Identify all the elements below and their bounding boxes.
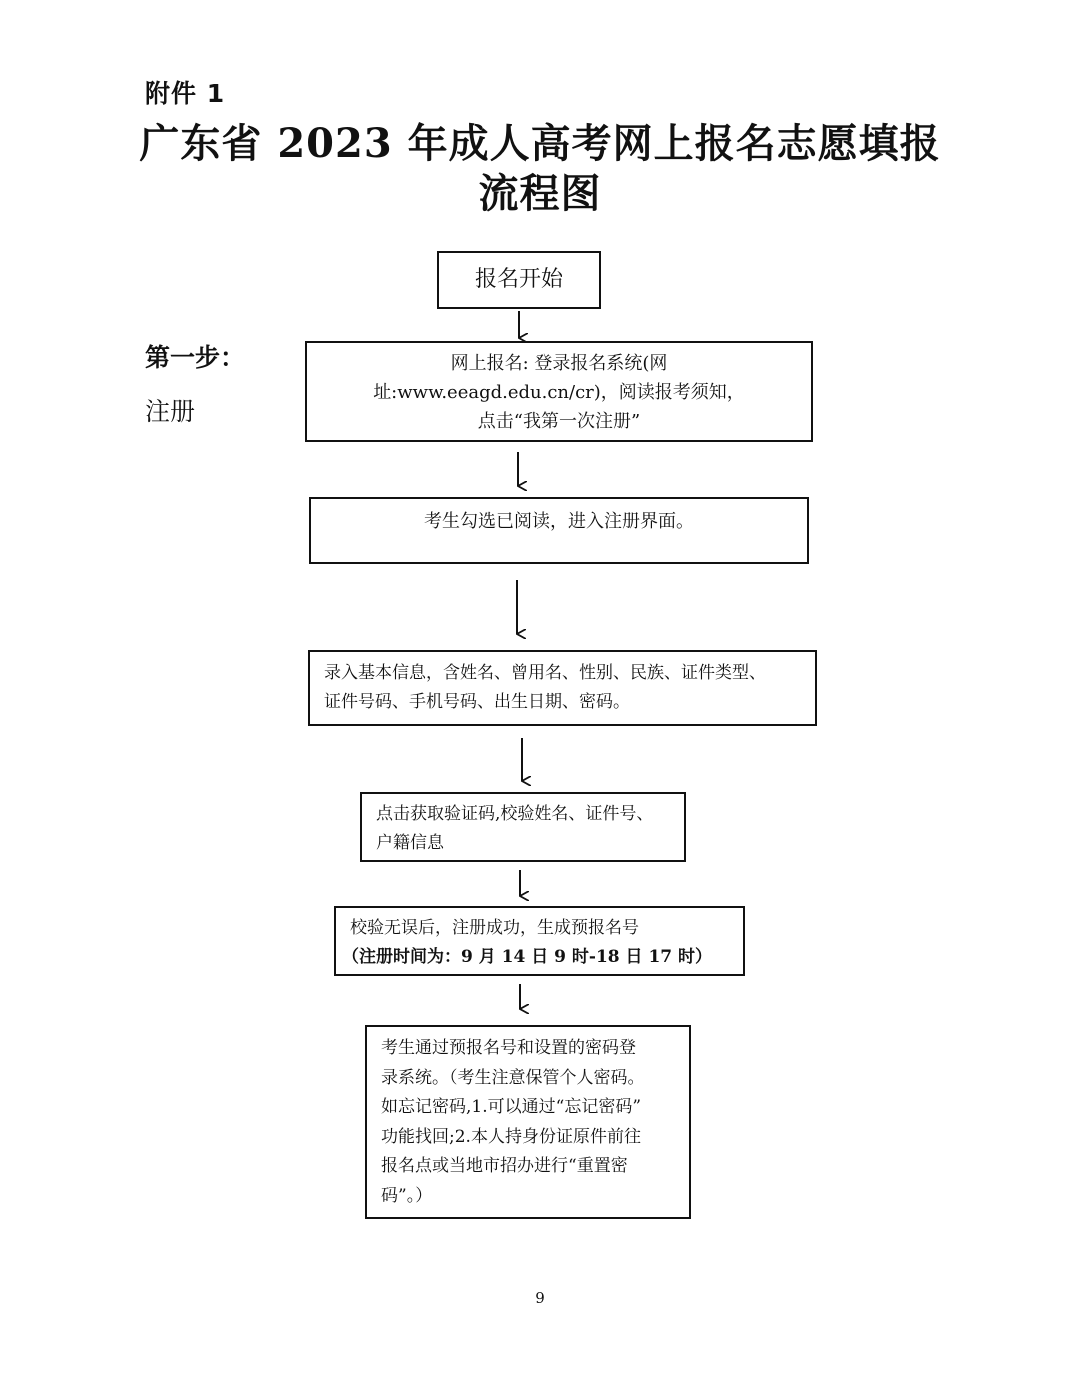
page-number: 9 bbox=[535, 1289, 545, 1307]
flow-start-text: 报名开始 bbox=[474, 267, 563, 292]
step-label: 第一步： bbox=[145, 343, 246, 372]
flow-box-login bbox=[365, 1025, 691, 1219]
box6-line4: 功能找回;2.本人持身份证原件前往 bbox=[381, 1126, 641, 1147]
flow-box-verification bbox=[360, 792, 686, 862]
box5-line2-registration-time: （注册时间为：9 月 14 日 9 时-18 日 17 时） bbox=[342, 947, 713, 967]
step-name: 注册 bbox=[145, 397, 196, 426]
box4-line2: 户籍信息 bbox=[376, 833, 444, 853]
box3-line2: 证件号码、手机号码、出生日期、密码。 bbox=[324, 692, 630, 712]
attachment-label: 附件 1 bbox=[145, 79, 226, 108]
box3-line1: 录入基本信息，含姓名、曾用名、性别、民族、证件类型、 bbox=[324, 663, 766, 683]
flow-box-agree-terms bbox=[309, 497, 809, 564]
box6-line3: 如忘记密码,1.可以通过“忘记密码” bbox=[381, 1097, 642, 1117]
flow-box-basic-info bbox=[308, 650, 817, 726]
box5-line1: 校验无误后，注册成功，生成预报名号 bbox=[350, 918, 639, 938]
box2-line1: 考生勾选已阅读，进入注册界面。 bbox=[424, 511, 694, 532]
box6-line1: 考生通过预报名号和设置的密码登 bbox=[381, 1038, 636, 1058]
flow-box-online-registration bbox=[305, 341, 813, 442]
page-title-line-2: 流程图 bbox=[478, 170, 602, 217]
flow-start-box bbox=[437, 251, 601, 309]
box6-line6: 码”。） bbox=[381, 1185, 433, 1206]
box4-line1: 点击获取验证码,校验姓名、证件号、 bbox=[376, 804, 654, 824]
box1-line3: 点击“我第一次注册” bbox=[477, 411, 641, 432]
box1-line2: 址:www.eeagd.edu.cn/cr)，阅读报考须知， bbox=[373, 382, 745, 403]
flow-box-registration-success bbox=[334, 906, 745, 976]
box1-line1: 网上报名: 登录报名系统(网 bbox=[450, 353, 668, 374]
box6-line2: 录系统。（考生注意保管个人密码。 bbox=[381, 1067, 645, 1088]
box6-line5: 报名点或当地市招办进行“重置密 bbox=[381, 1156, 628, 1176]
page-title-line-1: 广东省 2023 年成人高考网上报名志愿填报 bbox=[139, 120, 941, 167]
